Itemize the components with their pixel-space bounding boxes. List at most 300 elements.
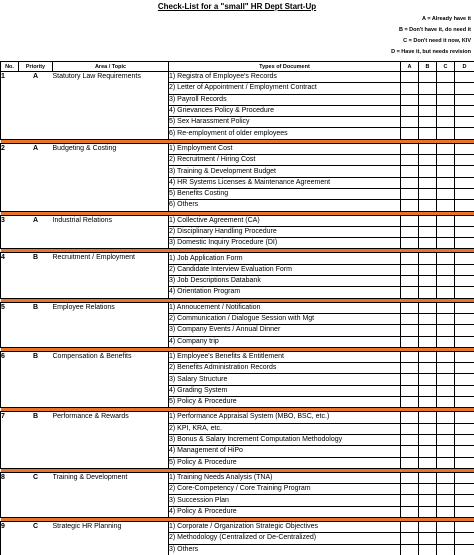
section-number xyxy=(1,533,19,544)
checkbox-a[interactable] xyxy=(401,253,419,264)
checkbox-b[interactable] xyxy=(419,313,437,324)
checkbox-d[interactable] xyxy=(455,155,474,166)
section-number xyxy=(1,188,19,199)
checklist-row xyxy=(1,397,474,408)
checkbox-c[interactable] xyxy=(437,472,455,483)
section-number xyxy=(1,385,19,396)
checkbox-a[interactable] xyxy=(401,374,419,385)
document-item: 4) Orientation Program xyxy=(169,287,401,298)
section-number xyxy=(1,325,19,336)
checkbox-c[interactable] xyxy=(437,155,455,166)
checkbox-a[interactable] xyxy=(401,385,419,396)
checkbox-b[interactable] xyxy=(419,351,437,362)
checkbox-b[interactable] xyxy=(419,200,437,211)
document-item: 1) Job Application Form xyxy=(169,253,401,264)
document-item: 6) Others xyxy=(169,200,401,211)
section-topic xyxy=(53,544,169,555)
checkbox-b[interactable] xyxy=(419,363,437,374)
checkbox-d[interactable] xyxy=(455,533,474,544)
checkbox-c[interactable] xyxy=(437,117,455,128)
checkbox-d[interactable] xyxy=(455,143,474,154)
checkbox-a[interactable] xyxy=(401,351,419,362)
checkbox-c[interactable] xyxy=(437,264,455,275)
checklist-row xyxy=(1,446,474,457)
section-number xyxy=(1,313,19,324)
checkbox-d[interactable] xyxy=(455,397,474,408)
section-number: 6 xyxy=(1,351,19,362)
document-item: 4) Company trip xyxy=(169,336,401,347)
section-topic: Performance & Rewards xyxy=(53,412,169,423)
section-priority xyxy=(19,325,53,336)
section-number: 3 xyxy=(1,215,19,226)
checkbox-c[interactable] xyxy=(437,544,455,555)
document-item: 6) Re-employment of older employees xyxy=(169,128,401,139)
checkbox-c[interactable] xyxy=(437,215,455,226)
document-item: 1) Training Needs Analysis (TNA) xyxy=(169,472,401,483)
checkbox-c[interactable] xyxy=(437,336,455,347)
checkbox-d[interactable] xyxy=(455,495,474,506)
section-number xyxy=(1,200,19,211)
section-number xyxy=(1,238,19,249)
checkbox-a[interactable] xyxy=(401,200,419,211)
checkbox-c[interactable] xyxy=(437,397,455,408)
checkbox-a[interactable] xyxy=(401,506,419,517)
section-number: 8 xyxy=(1,472,19,483)
document-item: 2) KPI, KRA, etc. xyxy=(169,423,401,434)
checklist-row xyxy=(1,177,474,188)
page-title: Check-List for a "small" HR Dept Start-Up xyxy=(0,2,474,11)
checkbox-a[interactable] xyxy=(401,325,419,336)
checkbox-c[interactable] xyxy=(437,226,455,237)
checkbox-a[interactable] xyxy=(401,215,419,226)
document-item: 2) Disciplinary Handling Procedure xyxy=(169,226,401,237)
section-priority xyxy=(19,155,53,166)
checkbox-d[interactable] xyxy=(455,325,474,336)
checkbox-d[interactable] xyxy=(455,544,474,555)
section-priority xyxy=(19,385,53,396)
section-topic xyxy=(53,166,169,177)
checkbox-d[interactable] xyxy=(455,128,474,139)
document-item: 3) Bonus & Salary Increment Computation Methodology xyxy=(169,434,401,445)
checkbox-c[interactable] xyxy=(437,434,455,445)
checkbox-a[interactable] xyxy=(401,226,419,237)
document-item: 3) Payroll Records xyxy=(169,94,401,105)
checkbox-c[interactable] xyxy=(437,495,455,506)
checkbox-b[interactable] xyxy=(419,544,437,555)
checkbox-b[interactable] xyxy=(419,215,437,226)
checkbox-c[interactable] xyxy=(437,374,455,385)
section-priority xyxy=(19,374,53,385)
document-item: 3) Job Descriptions Databank xyxy=(169,276,401,287)
checkbox-d[interactable] xyxy=(455,276,474,287)
checkbox-a[interactable] xyxy=(401,287,419,298)
section-topic xyxy=(53,423,169,434)
checkbox-d[interactable] xyxy=(455,238,474,249)
section-priority xyxy=(19,276,53,287)
checkbox-c[interactable] xyxy=(437,302,455,313)
checkbox-a[interactable] xyxy=(401,188,419,199)
checkbox-c[interactable] xyxy=(437,143,455,154)
checkbox-a[interactable] xyxy=(401,397,419,408)
checklist-row xyxy=(1,363,474,374)
checklist-row xyxy=(1,105,474,116)
section-priority xyxy=(19,166,53,177)
document-item: 5) Sex Harassment Policy xyxy=(169,117,401,128)
checklist-row xyxy=(1,155,474,166)
checkbox-d[interactable] xyxy=(455,484,474,495)
checkbox-b[interactable] xyxy=(419,128,437,139)
checkbox-c[interactable] xyxy=(437,363,455,374)
checkbox-a[interactable] xyxy=(401,264,419,275)
document-item: 1) Registra of Employee's Records xyxy=(169,72,401,83)
checkbox-b[interactable] xyxy=(419,264,437,275)
checkbox-c[interactable] xyxy=(437,412,455,423)
document-item: 2) Benefits Administration Records xyxy=(169,363,401,374)
checkbox-b[interactable] xyxy=(419,105,437,116)
checkbox-c[interactable] xyxy=(437,83,455,94)
checkbox-c[interactable] xyxy=(437,457,455,468)
document-item: 2) Recruitment / Hiring Cost xyxy=(169,155,401,166)
section-topic xyxy=(53,495,169,506)
section-topic xyxy=(53,200,169,211)
checklist-row xyxy=(1,521,474,532)
section-priority: B xyxy=(19,253,53,264)
document-item: 4) Policy & Procedure xyxy=(169,506,401,517)
section-topic xyxy=(53,313,169,324)
checkbox-b[interactable] xyxy=(419,521,437,532)
section-priority xyxy=(19,423,53,434)
checkbox-c[interactable] xyxy=(437,128,455,139)
checklist-row xyxy=(1,434,474,445)
document-item: 1) Corporate / Organization Strategic Objectives xyxy=(169,521,401,532)
checkbox-c[interactable] xyxy=(437,200,455,211)
checkbox-b[interactable] xyxy=(419,533,437,544)
checkbox-c[interactable] xyxy=(437,276,455,287)
checklist-row xyxy=(1,302,474,313)
checkbox-a[interactable] xyxy=(401,105,419,116)
checkbox-a[interactable] xyxy=(401,238,419,249)
checkbox-a[interactable] xyxy=(401,83,419,94)
section-number: 5 xyxy=(1,302,19,313)
checkbox-a[interactable] xyxy=(401,423,419,434)
checkbox-b[interactable] xyxy=(419,143,437,154)
section-priority xyxy=(19,446,53,457)
checkbox-d[interactable] xyxy=(455,351,474,362)
checkbox-c[interactable] xyxy=(437,533,455,544)
legend-d: D = Have it, but needs revision xyxy=(391,49,471,55)
checkbox-d[interactable] xyxy=(455,226,474,237)
checkbox-b[interactable] xyxy=(419,457,437,468)
checkbox-b[interactable] xyxy=(419,423,437,434)
checklist-row xyxy=(1,276,474,287)
checklist-row xyxy=(1,385,474,396)
checkbox-d[interactable] xyxy=(455,385,474,396)
checkbox-c[interactable] xyxy=(437,423,455,434)
section-priority xyxy=(19,484,53,495)
checkbox-d[interactable] xyxy=(455,457,474,468)
checkbox-c[interactable] xyxy=(437,166,455,177)
checkbox-b[interactable] xyxy=(419,412,437,423)
checkbox-d[interactable] xyxy=(455,215,474,226)
checkbox-b[interactable] xyxy=(419,446,437,457)
checklist-row xyxy=(1,188,474,199)
checkbox-b[interactable] xyxy=(419,177,437,188)
checkbox-a[interactable] xyxy=(401,484,419,495)
section-topic xyxy=(53,434,169,445)
section-priority xyxy=(19,363,53,374)
checklist-row xyxy=(1,325,474,336)
checkbox-d[interactable] xyxy=(455,200,474,211)
checkbox-d[interactable] xyxy=(455,446,474,457)
checkbox-d[interactable] xyxy=(455,264,474,275)
checkbox-b[interactable] xyxy=(419,226,437,237)
section-priority xyxy=(19,434,53,445)
checkbox-a[interactable] xyxy=(401,412,419,423)
checkbox-b[interactable] xyxy=(419,94,437,105)
section-number xyxy=(1,264,19,275)
checkbox-b[interactable] xyxy=(419,276,437,287)
section-priority xyxy=(19,264,53,275)
section-number xyxy=(1,94,19,105)
checkbox-d[interactable] xyxy=(455,177,474,188)
checkbox-a[interactable] xyxy=(401,155,419,166)
document-item: 1) Annoucement / Notification xyxy=(169,302,401,313)
section-topic xyxy=(53,117,169,128)
checkbox-d[interactable] xyxy=(455,472,474,483)
document-item: 4) Grievances Policy & Procedure xyxy=(169,105,401,116)
checkbox-b[interactable] xyxy=(419,472,437,483)
checkbox-d[interactable] xyxy=(455,117,474,128)
checkbox-b[interactable] xyxy=(419,506,437,517)
checkbox-a[interactable] xyxy=(401,336,419,347)
checkbox-d[interactable] xyxy=(455,336,474,347)
checklist-row xyxy=(1,374,474,385)
section-number xyxy=(1,423,19,434)
section-priority: A xyxy=(19,143,53,154)
document-item: 2) Methodology (Centralized or De-Centralized) xyxy=(169,533,401,544)
document-item: 1) Employee's Benefits & Entitlement xyxy=(169,351,401,362)
checkbox-d[interactable] xyxy=(455,105,474,116)
checkbox-c[interactable] xyxy=(437,188,455,199)
section-topic xyxy=(53,83,169,94)
section-priority xyxy=(19,83,53,94)
checklist-row xyxy=(1,143,474,154)
section-topic: Strategic HR Planning xyxy=(53,521,169,532)
checkbox-b[interactable] xyxy=(419,253,437,264)
checkbox-d[interactable] xyxy=(455,166,474,177)
checkbox-a[interactable] xyxy=(401,472,419,483)
section-topic xyxy=(53,128,169,139)
section-topic xyxy=(53,374,169,385)
section-number: 2 xyxy=(1,143,19,154)
checkbox-c[interactable] xyxy=(437,72,455,83)
checkbox-a[interactable] xyxy=(401,302,419,313)
document-item: 3) Domestic Inquiry Procedure (DI) xyxy=(169,238,401,249)
section-number xyxy=(1,374,19,385)
checkbox-d[interactable] xyxy=(455,253,474,264)
section-topic xyxy=(53,446,169,457)
checkbox-a[interactable] xyxy=(401,521,419,532)
checklist-row xyxy=(1,215,474,226)
checkbox-a[interactable] xyxy=(401,94,419,105)
checkbox-c[interactable] xyxy=(437,385,455,396)
section-topic: Training & Development xyxy=(53,472,169,483)
checkbox-b[interactable] xyxy=(419,72,437,83)
section-topic: Recruitment / Employment xyxy=(53,253,169,264)
checkbox-c[interactable] xyxy=(437,177,455,188)
section-number xyxy=(1,544,19,555)
checkbox-d[interactable] xyxy=(455,521,474,532)
checkbox-c[interactable] xyxy=(437,446,455,457)
checkbox-d[interactable] xyxy=(455,287,474,298)
section-priority xyxy=(19,128,53,139)
checkbox-b[interactable] xyxy=(419,287,437,298)
checkbox-c[interactable] xyxy=(437,351,455,362)
section-topic xyxy=(53,385,169,396)
checkbox-c[interactable] xyxy=(437,94,455,105)
table-header-row xyxy=(1,62,474,72)
document-item: 2) Communication / Dialogue Session with Mgt xyxy=(169,313,401,324)
section-number xyxy=(1,336,19,347)
header-no: No. xyxy=(1,62,19,72)
section-number: 9 xyxy=(1,521,19,532)
checkbox-b[interactable] xyxy=(419,374,437,385)
section-topic xyxy=(53,484,169,495)
document-item: 2) Core-Competency / Core Training Program xyxy=(169,484,401,495)
checkbox-d[interactable] xyxy=(455,94,474,105)
checkbox-a[interactable] xyxy=(401,457,419,468)
checkbox-c[interactable] xyxy=(437,506,455,517)
section-topic: Statutory Law Requirements xyxy=(53,72,169,83)
checkbox-a[interactable] xyxy=(401,276,419,287)
section-number xyxy=(1,105,19,116)
checkbox-b[interactable] xyxy=(419,166,437,177)
checkbox-a[interactable] xyxy=(401,446,419,457)
section-number xyxy=(1,363,19,374)
checklist-row xyxy=(1,472,474,483)
checkbox-c[interactable] xyxy=(437,325,455,336)
checkbox-a[interactable] xyxy=(401,434,419,445)
checkbox-d[interactable] xyxy=(455,374,474,385)
checkbox-b[interactable] xyxy=(419,397,437,408)
checkbox-a[interactable] xyxy=(401,313,419,324)
section-topic: Compensation & Benefits xyxy=(53,351,169,362)
checkbox-b[interactable] xyxy=(419,336,437,347)
checklist-row xyxy=(1,226,474,237)
section-number: 1 xyxy=(1,72,19,83)
checklist-row xyxy=(1,117,474,128)
checkbox-d[interactable] xyxy=(455,83,474,94)
section-priority: B xyxy=(19,351,53,362)
checkbox-b[interactable] xyxy=(419,484,437,495)
checkbox-d[interactable] xyxy=(455,506,474,517)
checkbox-b[interactable] xyxy=(419,302,437,313)
section-number: 4 xyxy=(1,253,19,264)
checklist-row xyxy=(1,423,474,434)
checklist-row xyxy=(1,495,474,506)
section-number xyxy=(1,128,19,139)
document-item: 3) Succession Plan xyxy=(169,495,401,506)
section-number xyxy=(1,506,19,517)
checkbox-a[interactable] xyxy=(401,495,419,506)
checkbox-a[interactable] xyxy=(401,128,419,139)
section-priority: C xyxy=(19,472,53,483)
checkbox-a[interactable] xyxy=(401,533,419,544)
section-priority xyxy=(19,200,53,211)
section-priority xyxy=(19,457,53,468)
document-item: 4) HR Systems Licenses & Maintenance Agreement xyxy=(169,177,401,188)
checkbox-c[interactable] xyxy=(437,313,455,324)
checkbox-b[interactable] xyxy=(419,325,437,336)
checkbox-a[interactable] xyxy=(401,177,419,188)
checkbox-b[interactable] xyxy=(419,155,437,166)
checkbox-c[interactable] xyxy=(437,521,455,532)
checkbox-c[interactable] xyxy=(437,238,455,249)
checkbox-a[interactable] xyxy=(401,143,419,154)
section-priority xyxy=(19,287,53,298)
checkbox-a[interactable] xyxy=(401,166,419,177)
section-number xyxy=(1,166,19,177)
section-topic xyxy=(53,264,169,275)
section-topic xyxy=(53,177,169,188)
section-priority: A xyxy=(19,215,53,226)
checkbox-b[interactable] xyxy=(419,238,437,249)
checkbox-d[interactable] xyxy=(455,412,474,423)
checkbox-b[interactable] xyxy=(419,83,437,94)
checklist-body xyxy=(1,72,474,555)
checkbox-b[interactable] xyxy=(419,117,437,128)
checkbox-b[interactable] xyxy=(419,385,437,396)
checkbox-b[interactable] xyxy=(419,188,437,199)
checklist-row xyxy=(1,238,474,249)
checkbox-d[interactable] xyxy=(455,423,474,434)
legend-a: A = Already have it xyxy=(422,16,471,22)
checkbox-c[interactable] xyxy=(437,105,455,116)
checkbox-a[interactable] xyxy=(401,544,419,555)
checklist-row xyxy=(1,457,474,468)
checkbox-a[interactable] xyxy=(401,72,419,83)
checkbox-a[interactable] xyxy=(401,117,419,128)
checkbox-c[interactable] xyxy=(437,253,455,264)
section-topic xyxy=(53,533,169,544)
section-topic xyxy=(53,325,169,336)
document-item: 3) Salary Structure xyxy=(169,374,401,385)
checkbox-c[interactable] xyxy=(437,287,455,298)
section-topic xyxy=(53,105,169,116)
checkbox-d[interactable] xyxy=(455,363,474,374)
checkbox-d[interactable] xyxy=(455,302,474,313)
document-item: 3) Company Events / Annual Dinner xyxy=(169,325,401,336)
checklist-row xyxy=(1,166,474,177)
checkbox-d[interactable] xyxy=(455,313,474,324)
checkbox-a[interactable] xyxy=(401,363,419,374)
checklist-row xyxy=(1,264,474,275)
section-topic xyxy=(53,276,169,287)
section-topic xyxy=(53,155,169,166)
checkbox-c[interactable] xyxy=(437,484,455,495)
checklist-row xyxy=(1,336,474,347)
checkbox-d[interactable] xyxy=(455,188,474,199)
section-topic xyxy=(53,397,169,408)
checkbox-b[interactable] xyxy=(419,495,437,506)
document-item: 4) Management of HiPo xyxy=(169,446,401,457)
checkbox-b[interactable] xyxy=(419,434,437,445)
document-item: 3) Training & Development Budget xyxy=(169,166,401,177)
checkbox-d[interactable] xyxy=(455,72,474,83)
checkbox-d[interactable] xyxy=(455,434,474,445)
checklist-row xyxy=(1,94,474,105)
header-d: D xyxy=(455,62,474,72)
